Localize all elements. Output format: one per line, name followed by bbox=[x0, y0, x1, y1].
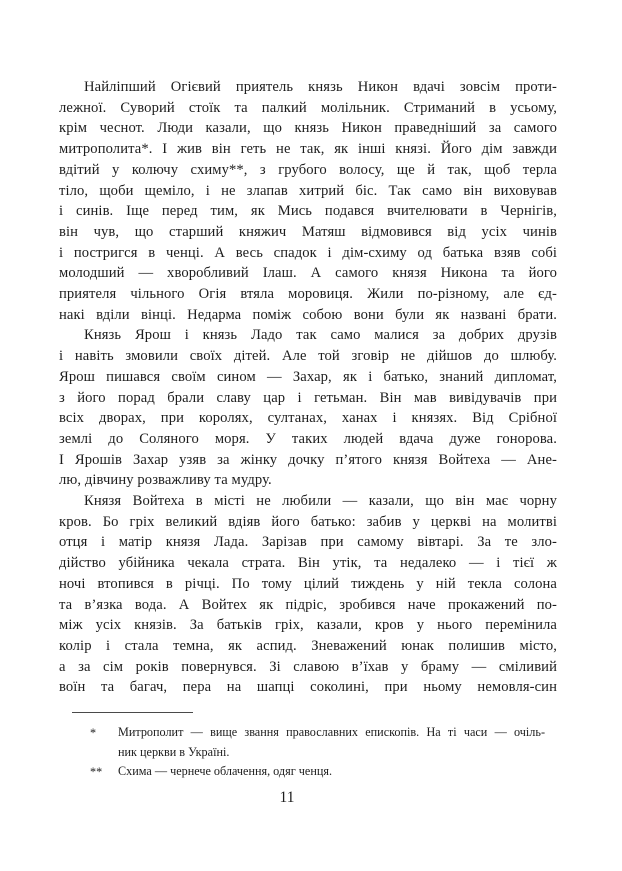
text-line: з його порад брали славу цар і гетьман. Він мав вивідувачів при bbox=[59, 389, 557, 406]
text-line: Князь Ярош і князь Ладо так само малися за добрих друзів bbox=[84, 327, 557, 344]
text-line: землі до Соляного моря. У таких людей вдача дуже гонорова. bbox=[59, 430, 557, 447]
text-line: молодший — хворобливий Ілаш. А самого князя Никона та його bbox=[59, 265, 557, 282]
text-line: накі вділи вінці. Недарма поміж собою вони були як названі брати. bbox=[59, 306, 557, 323]
text-line: І Ярошів Захар узяв за жінку дочку п’ятого князя Войтеха — Ане- bbox=[59, 451, 557, 468]
text-line: Князя Войтеха в місті не любили — казали, що він має чорну bbox=[84, 493, 557, 510]
text-line: ночі втопився в річці. По тому цілий тиждень у ній текла солона bbox=[59, 575, 557, 592]
page-body bbox=[59, 77, 557, 698]
footnotes-section bbox=[59, 712, 557, 782]
paragraph-2 bbox=[59, 325, 557, 491]
text-line: лю, дівчину розважливу та мудру. bbox=[59, 472, 272, 489]
text-line: і навіть змовили своїх дітей. Але той зговір не дійшов до шлюбу. bbox=[59, 348, 557, 365]
text-line: приятеля чільного Огія втяла моровиця. Жили по-різному, але єд- bbox=[59, 286, 557, 303]
footnote-line: Митрополит — вище звання православних епископів. На ті часи — очіль- bbox=[118, 725, 545, 739]
footnote-1 bbox=[59, 723, 545, 762]
text-line: і синів. Іще перед тим, як Мись подався вчителювати в Чернігів, bbox=[59, 203, 557, 220]
text-line: а за сім років повернувся. Зі славою в’їхав у браму — сміливий bbox=[59, 658, 557, 675]
footnote-marker-2: ** bbox=[90, 765, 103, 779]
text-line: Найліпший Огієвий приятель князь Никон вдачі зовсім проти- bbox=[84, 79, 557, 95]
text-line: і постригся в ченці. А весь спадок і дім-схиму од батька взяв собі bbox=[59, 244, 557, 261]
text-line: та в’язка вода. А Войтех як підріс, зробився наче прокажений по- bbox=[59, 596, 557, 613]
text-line: колір і стала темна, як аспид. Зневажений юнак полишив місто, bbox=[59, 637, 557, 654]
text-line: вдітий у колючу схиму**, з грубого волосу, ще й так, щоб терла bbox=[59, 161, 557, 178]
text-line: він чув, що старший княжич Матяш відмовився від усіх чинів bbox=[59, 223, 557, 240]
page-number: 11 bbox=[279, 789, 295, 806]
text-line: лежної. Суворий стоїк та палкий молільник. Стриманий в усьому, bbox=[59, 99, 557, 116]
footnote-marker-1: * bbox=[90, 726, 97, 740]
footnote-line: Схима — чернече облачення, одяг ченця. bbox=[118, 764, 333, 778]
footnote-divider bbox=[72, 712, 193, 713]
text-line: митрополита*. І жив він геть не так, як інші князі. Його дім завжди bbox=[59, 141, 557, 158]
footnote-2 bbox=[59, 762, 545, 782]
text-line: Ярош пишався своїм сином — Захар, як і батько, знаний дипломат, bbox=[59, 368, 557, 385]
paragraph-1 bbox=[59, 77, 557, 325]
paragraph-3 bbox=[59, 491, 557, 698]
text-line: всіх дворах, при королях, султанах, ханах і князях. Від Срібної bbox=[59, 410, 557, 427]
text-line: воїн та багач, пера на шапці соколині, при ньому немовля-син bbox=[59, 679, 557, 696]
text-line: дійство убійника чекала страта. Він утік, та недалеко — і тієї ж bbox=[59, 555, 557, 572]
text-line: тіло, щоби щеміло, і не злапав хитрий біс. Так само він виховував bbox=[59, 182, 557, 199]
text-line: між усіх князів. За батьків гріх, казали, кров у нього перемінила bbox=[59, 617, 557, 634]
footnote-line: ник церкви в Україні. bbox=[118, 744, 230, 759]
text-line: отця і матір князя Лада. Зарізав при самому вівтарі. За те зло- bbox=[59, 534, 557, 551]
text-line: кров. Бо гріх великий вдіяв його батько: забив у церкві на молитві bbox=[59, 513, 557, 530]
text-line: крім чеснот. Люди казали, що князь Никон праведніший за самого bbox=[59, 120, 557, 137]
